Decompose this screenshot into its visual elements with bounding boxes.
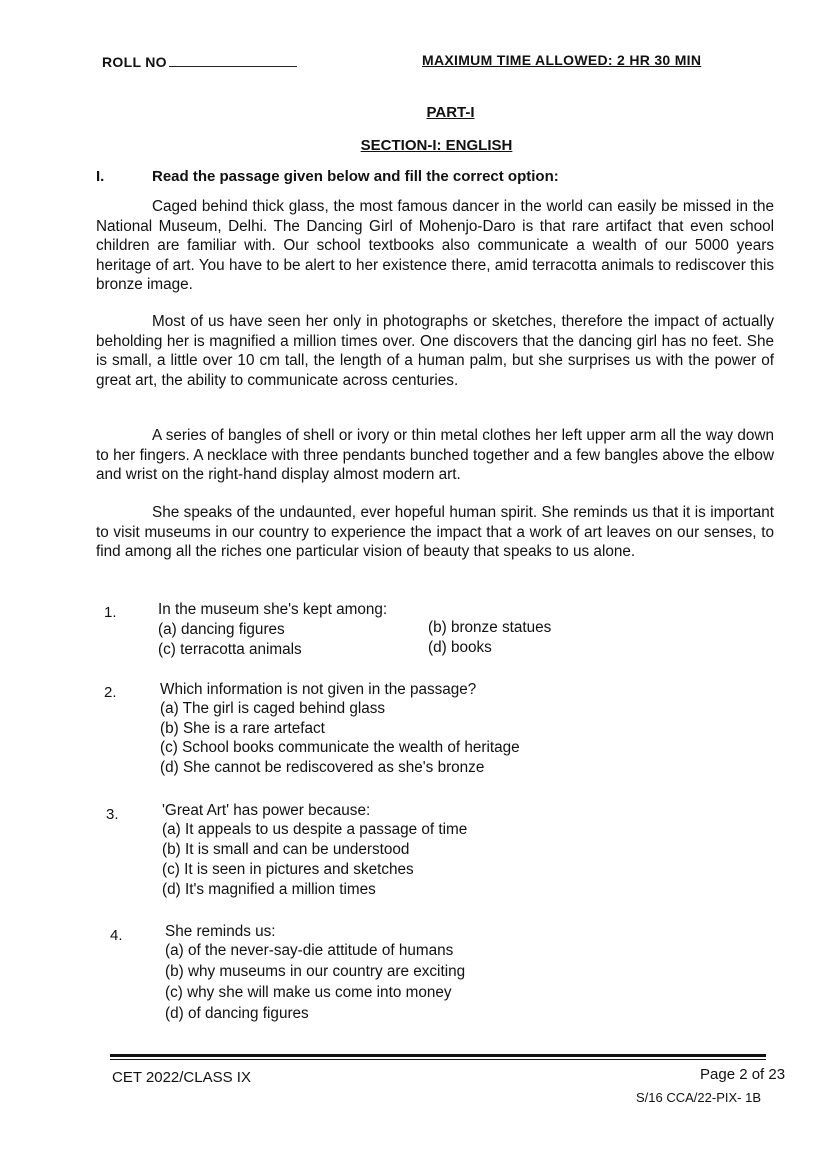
question-3-option-c: (c) It is seen in pictures and sketches (162, 861, 414, 878)
question-3-text: 'Great Art' has power because: (162, 802, 371, 819)
question-2-option-a: (a) The girl is caged behind glass (160, 700, 386, 717)
question-2-option-d: (d) She cannot be rediscovered as she's bronze (160, 759, 485, 776)
question-1-number: 1. (104, 604, 117, 621)
roll-no-blank-line (169, 54, 297, 67)
passage-paragraph-2: Most of us have seen her only in photographs or sketches, therefore the impact of actually beholding her is magnified a million times over. One discovers that the dancing girl has no feet. She is small, a little over 10 cm tall, the length of a human palm, but she surprises us with the power of great art, the ability to communicate across centuries. (96, 313, 774, 389)
passage-paragraph-1: Caged behind thick glass, the most famous dancer in the world can easily be missed in the National Museum, Delhi. The Dancing Girl of Mohenjo-Daro is that rare artifact that even school children are familiar with. Our school textbooks also communicate a wealth of our 5000 years heritage of art. You have to be alert to her existence there, amid terracotta animals to rediscover this bronze image. (96, 198, 774, 293)
question-4-option-c: (c) why she will make us come into money (165, 984, 452, 1001)
question-3-option-b: (b) It is small and can be understood (162, 841, 410, 858)
question-2-number: 2. (104, 684, 117, 701)
question-3-option-d: (d) It's magnified a million times (162, 881, 376, 898)
footer-paper-code: S/16 CCA/22-PIX- 1B (636, 1090, 761, 1105)
passage-paragraph-4: She speaks of the undaunted, ever hopeful human spirit. She reminds us that it is important to visit museums in our country to experience the impact that a work of art leaves on our senses, to find among all the riches one particular vision of beauty that speaks to us alone. (96, 504, 774, 560)
question-4-number: 4. (110, 927, 123, 944)
question-3-number: 3. (106, 806, 119, 823)
footer-page-number: Page 2 of 23 (700, 1066, 786, 1083)
question-2-option-c: (c) School books communicate the wealth of heritage (160, 739, 520, 756)
question-3-option-a: (a) It appeals to us despite a passage of time (162, 821, 468, 838)
question-4-option-a: (a) of the never-say-die attitude of humans (165, 942, 454, 959)
section-title: SECTION-I: ENGLISH (360, 137, 513, 154)
question-1-option-a: (a) dancing figures (158, 621, 285, 638)
question-1-option-c: (c) terracotta animals (158, 641, 302, 658)
roll-no-label: ROLL NO (102, 54, 297, 70)
question-1-text: In the museum she's kept among: (158, 601, 388, 618)
question-2-text: Which information is not given in the passage? (160, 681, 477, 698)
question-4-option-b: (b) why museums in our country are exciting (165, 963, 466, 980)
question-block-number: I. (96, 168, 105, 185)
footer-exam-label: CET 2022/CLASS IX (112, 1069, 251, 1086)
footer-rule-thick (110, 1054, 766, 1057)
passage-paragraph-3: A series of bangles of shell or ivory or thin metal clothes her left upper arm all the way down to her fingers. A necklace with three pendants bunched together and a few bangles above the elbow and wrist on the right-hand display almost modern art. (96, 427, 774, 483)
question-2-option-b: (b) She is a rare artefact (160, 720, 325, 737)
max-time-label: MAXIMUM TIME ALLOWED: 2 HR 30 MIN (422, 52, 702, 68)
question-1-option-b: (b) bronze statues (428, 619, 552, 636)
part-title: PART-I (426, 104, 475, 121)
question-4-option-d: (d) of dancing figures (165, 1005, 309, 1022)
question-block-instruction: Read the passage given below and fill the correct option: (152, 168, 559, 185)
footer-rule-thin (110, 1059, 766, 1060)
question-4-text: She reminds us: (165, 923, 276, 940)
question-1-option-d: (d) books (428, 639, 492, 656)
